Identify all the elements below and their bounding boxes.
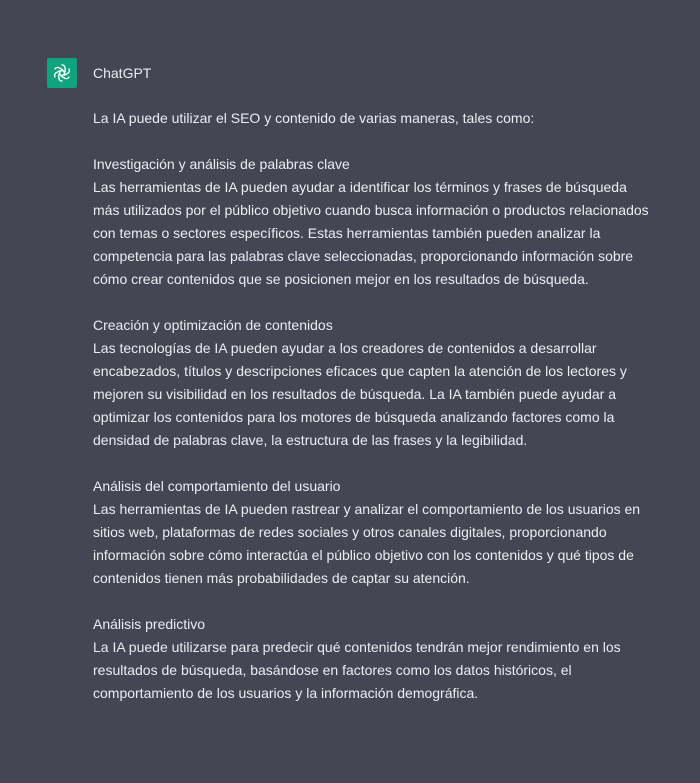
section-user-behavior	[93, 475, 653, 590]
openai-logo-icon	[47, 58, 77, 88]
section-body: La IA puede utilizarse para predecir qué contenidos tendrán mejor rendimiento en los resultados de búsqueda, basándose en factores como los datos históricos, el comportamiento de los usuarios y la información demográfica.	[93, 639, 621, 701]
section-title: Investigación y análisis de palabras clave	[93, 156, 350, 172]
section-content-creation	[93, 314, 653, 452]
message-content	[93, 107, 653, 728]
section-predictive-analysis	[93, 613, 653, 705]
section-title: Creación y optimización de contenidos	[93, 317, 333, 333]
section-body: Las tecnologías de IA pueden ayudar a los creadores de contenidos a desarrollar encabezados, títulos y descripciones eficaces que capten la atención de los lectores y mejoren su visibilidad en los resultados de búsqueda. La IA también puede ayudar a optimizar los contenidos para los motores de búsqueda analizando factores como la densidad de palabras clave, la estructura de las frases y la legibilidad.	[93, 340, 627, 448]
section-title: Análisis predictivo	[93, 616, 206, 632]
author-name: ChatGPT	[93, 65, 152, 81]
intro-text: La IA puede utilizar el SEO y contenido de varias maneras, tales como:	[93, 110, 535, 126]
section-body: Las herramientas de IA pueden rastrear y analizar el comportamiento de los usuarios en sitios web, plataformas de redes sociales y otros canales digitales, proporcionando información sobre cómo interactúa el público objetivo con los contenidos y qué tipos de contenidos tienen más probabilidades de captar su atención.	[93, 501, 641, 586]
section-body: Las herramientas de IA pueden ayudar a identificar los términos y frases de búsqueda más utilizados por el público objetivo cuando busca información o productos relacionados con temas o sectores específicos. Estas herramientas también pueden analizar la competencia para las palabras clave seleccionadas, proporcionando información sobre cómo crear contenidos que se posicionen mejor en los resultados de búsqueda.	[93, 179, 649, 287]
section-title: Análisis del comportamiento del usuario	[93, 478, 341, 494]
section-keyword-research	[93, 153, 653, 291]
